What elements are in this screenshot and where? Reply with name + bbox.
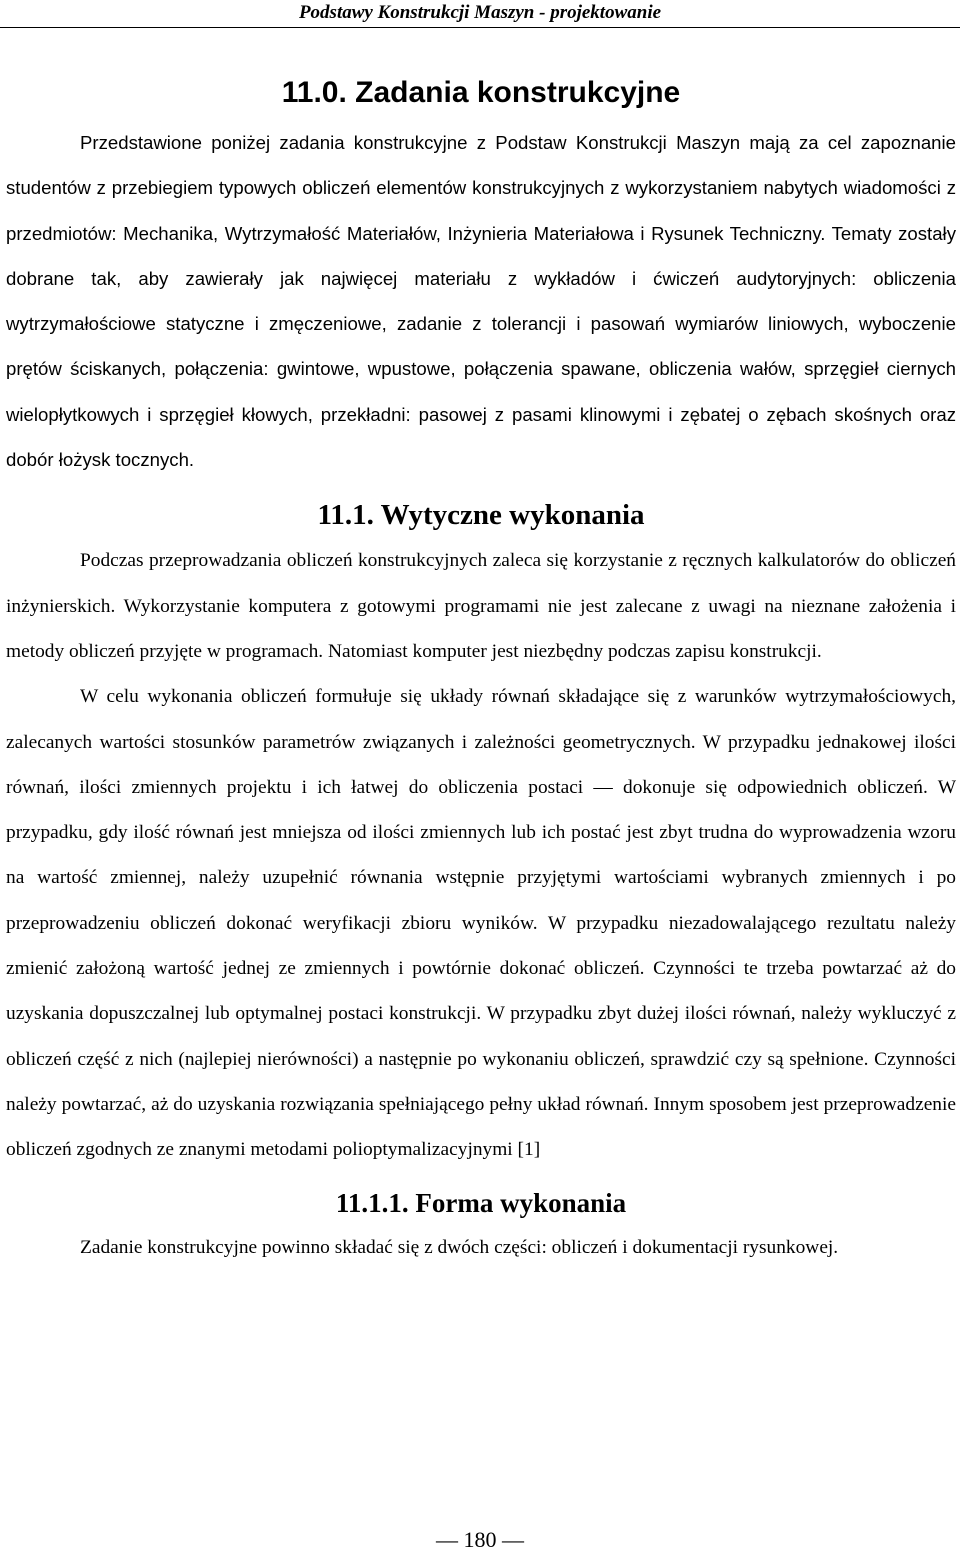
section-heading-11-1-1: 11.1.1. Forma wykonania [335,1187,627,1218]
guidelines-paragraph-2: W celu wykonania obliczeń formułuje się układy równań składające się z warunków wytrzymałościowych, zalecanych wartości stosunków parametrów związanych i zależności geometrycznych. W przypadku jednakowej ilości równań, ilości zmiennych projektu i ich łatwej do obliczenia postaci — dokonuje się odpowiednich obliczeń. W przypadku, gdy ilość równań jest mniejsza od ilości zmiennych lub ich postać jest zbyt trudna do wyprowadzenia wzoru na wartość zmiennej, należy uzupełnić równania wstępnie przyjętymi wartościami wybranych zmiennych i po przeprowadzeniu obliczeń dokonać weryfikacji zbioru wyników. W przypadku niezadowalającego rezultatu należy zmienić założoną wartość jednej ze zmiennych i powtórnie dokonać obliczeń. Czynności te trzeba powtarzać aż do uzyskania dopuszczalnej lub optymalnej postaci konstrukcji. W przypadku zbyt dużej ilości równań, należy wykluczyć z obliczeń część z nich (najlepiej nierówności) a następnie po wykonaniu obliczeń, sprawdzić czy są spełnione. Czynności należy powtarzać, aż do uzyskania rozwiązania spełniającego pełny układ równań. Innym sposobem jest przeprowadzenie obliczeń zgodnych ze znanymi metodami polioptymalizacyjnymi [1] [6,686,956,1161]
intro-paragraph: Przedstawione poniżej zadania konstrukcyjne z Podstaw Konstrukcji Maszyn mają za cel zapoznanie studentów z przebiegiem typowych obliczeń elementów konstrukcyjnych z wykorzystaniem nabytych wiadomości z przedmiotów: Mechanika, Wytrzymałość Materiałów, Inżynieria Materiałowa i Rysunek Techniczny. Tematy zostały dobrane tak, aby zawierały jak najwięcej materiału z wykładów i ćwiczeń audytoryjnych: obliczenia wytrzymałościowe statyczne i zmęczeniowe, zadanie z tolerancji i pasowań wymiarów liniowych, wyboczenie prętów ściskanych, połączenia: gwintowe, wpustowe, połączenia spawane, obliczenia wałów, sprzęgieł ciernych wielopłytkowych i sprzęgieł kłowych, przekładni: pasowej z pasami klinowymi i zębatej o zębach skośnych oraz dobór łożysk tocznych. [6,132,956,471]
section-heading-11-1: 11.1. Wytyczne wykonania [317,499,645,532]
form-paragraph: Zadanie konstrukcyjne powinno składać się z dwóch części: obliczeń i dokumentacji rysunkowej. [80,1236,839,1258]
running-header: Podstawy Konstrukcji Maszyn - projektowanie [0,0,960,28]
section-heading-11-0: 11.0. Zadania konstrukcyjne [281,76,681,109]
guidelines-paragraph-1: Podczas przeprowadzania obliczeń konstrukcyjnych zaleca się korzystanie z ręcznych kalkulatorów do obliczeń inżynierskich. Wykorzystanie komputera z gotowymi programami nie jest zalecane z uwagi na nieznane założenia i metody obliczeń przyjęte w programach. Natomiast komputer jest niezbędny podczas zapisu konstrukcji. [6,550,956,662]
page-number: — 180 — [436,1527,524,1552]
page-body [6,66,956,1270]
